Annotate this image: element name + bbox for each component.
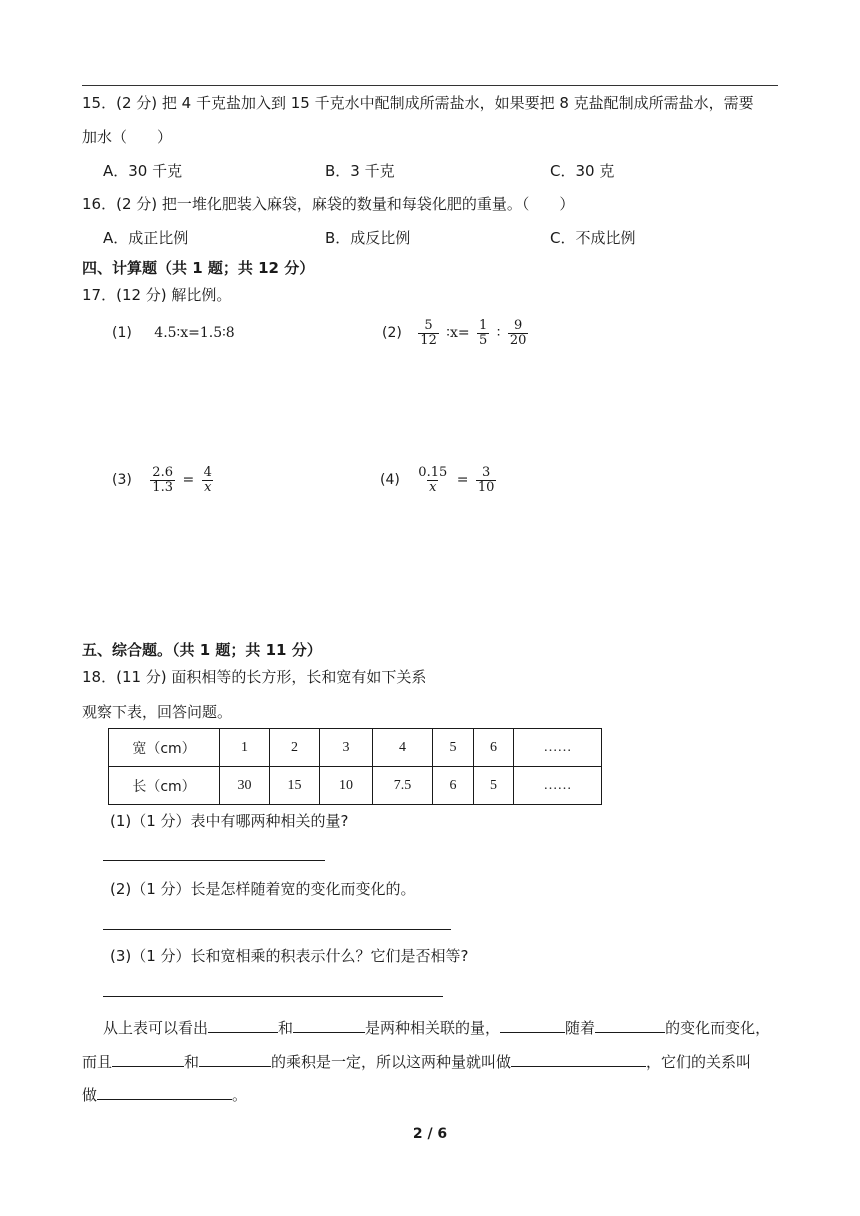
- q17-part4: [380, 465, 499, 495]
- table-cell: 宽（cm）: [109, 729, 220, 767]
- table-cell: ……: [514, 729, 602, 767]
- part2-middle: ∶x=: [446, 325, 470, 341]
- part3-equals: =: [182, 472, 195, 488]
- table-row: [109, 729, 602, 767]
- part3-fraction-1: $\frac{2.6}{1.3}$: [152, 464, 173, 495]
- part2-fraction-3: $\frac{9}{20}$: [509, 317, 527, 348]
- q16-option-a[interactable]: A．成正比例: [103, 229, 189, 247]
- q16-stem: 16．(2 分) 把一堆化肥装入麻袋，麻袋的数量和每袋化肥的重量。（ ）: [82, 195, 575, 213]
- answer-line-3[interactable]: [103, 996, 443, 997]
- table-cell: 6: [474, 729, 514, 767]
- table-cell: 3: [320, 729, 373, 767]
- q17-part1: [112, 322, 235, 344]
- table-cell: 1: [220, 729, 270, 767]
- q18-sub3: (3)（1 分）长和宽相乘的积表示什么？它们是否相等?: [110, 947, 469, 965]
- answer-line-2[interactable]: [103, 929, 451, 930]
- table-cell: 30: [220, 767, 270, 805]
- answer-line-1[interactable]: [103, 860, 325, 861]
- table-cell: 6: [433, 767, 474, 805]
- fill-blank[interactable]: [511, 1050, 646, 1067]
- q15-stem-line2: 加水（ ）: [82, 128, 173, 146]
- q17-part2: [382, 318, 531, 348]
- q18-sub1: (1)（1 分）表中有哪两种相关的量?: [110, 812, 349, 830]
- fill-in-line-3: 做 。: [82, 1083, 782, 1105]
- q17-part3: [112, 465, 217, 495]
- table-row: [109, 767, 602, 805]
- fill-blank[interactable]: [293, 1016, 365, 1033]
- fill-in-line-1: 从上表可以看出 和 是两种相关联的量， 随着 的变化而变化，: [82, 1016, 803, 1038]
- part2-fraction-1: $\frac{5}{12}$: [420, 317, 437, 348]
- table-cell: 4: [373, 729, 433, 767]
- page-number: 2 / 6: [412, 1126, 448, 1142]
- q18-stem: 18．(11 分) 面积相等的长方形，长和宽有如下关系: [82, 668, 427, 686]
- q18-intro: 观察下表，回答问题。: [82, 703, 233, 721]
- table-cell: ……: [514, 767, 602, 805]
- fill-blank[interactable]: [208, 1016, 278, 1033]
- table-cell: 2: [270, 729, 320, 767]
- part2-label: (2): [382, 325, 402, 341]
- q16-option-c[interactable]: C．不成比例: [550, 229, 636, 247]
- fill-blank[interactable]: [500, 1016, 565, 1033]
- table-cell: 10: [320, 767, 373, 805]
- q15-option-c[interactable]: C．30 克: [550, 162, 615, 180]
- fill-blank[interactable]: [595, 1016, 665, 1033]
- q15-stem-line1: 15．(2 分) 把 4 千克盐加入到 15 千克水中配制成所需盐水，如果要把 8 克盐配制成所需盐水，需要: [82, 94, 754, 112]
- part4-equals: =: [456, 472, 469, 488]
- q15-option-a[interactable]: A．30 千克: [103, 162, 183, 180]
- width-length-table: [108, 728, 602, 805]
- part2-fraction-2: $\frac{1}{5}$: [479, 317, 488, 348]
- part3-label: (3): [112, 472, 132, 488]
- q18-sub2: (2)（1 分）长是怎样随着宽的变化而变化的。: [110, 880, 416, 898]
- fill-blank[interactable]: [112, 1050, 184, 1067]
- part3-fraction-2: $\frac{4}{x}$: [203, 464, 212, 495]
- table-cell: 5: [433, 729, 474, 767]
- fill-blank[interactable]: [97, 1083, 232, 1100]
- part4-fraction-1: $\frac{0.15}{x}$: [418, 464, 448, 495]
- header-rule: [82, 85, 778, 86]
- table-cell: 15: [270, 767, 320, 805]
- part4-fraction-2: $\frac{3}{10}$: [477, 464, 495, 495]
- q17-stem: 17．(12 分) 解比例。: [82, 286, 232, 304]
- part1-expression: 4.5∶x=1.5∶8: [154, 325, 235, 341]
- q15-option-b[interactable]: B．3 千克: [325, 162, 395, 180]
- q16-option-b[interactable]: B．成反比例: [325, 229, 411, 247]
- fill-in-line-2: 而且 和 的乘积是一定，所以这两种量就叫做 ，它们的关系叫: [82, 1050, 782, 1072]
- part2-colon: ∶: [496, 325, 501, 341]
- table-cell: 5: [474, 767, 514, 805]
- table-cell: 长（cm）: [109, 767, 220, 805]
- table-cell: 7.5: [373, 767, 433, 805]
- part1-label: (1): [112, 325, 132, 341]
- section5-title: 五、综合题。（共 1 题；共 11 分）: [82, 641, 322, 659]
- fill-blank[interactable]: [199, 1050, 271, 1067]
- section4-title: 四、计算题（共 1 题；共 12 分）: [82, 259, 315, 277]
- part4-label: (4): [380, 472, 400, 488]
